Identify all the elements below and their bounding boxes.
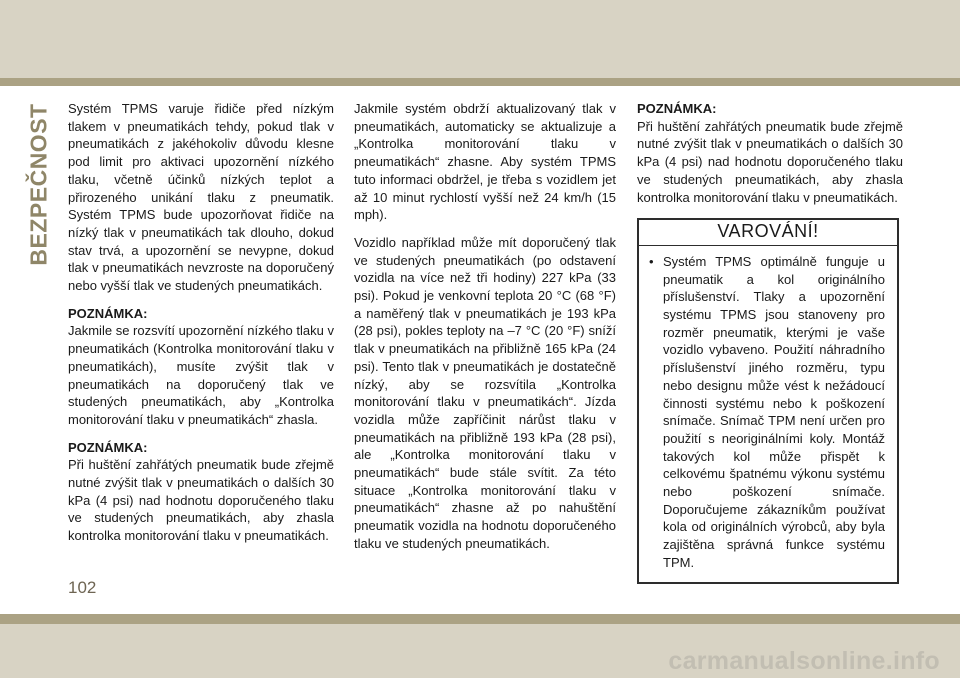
warning-text: Systém TPMS optimálně funguje u pneumatik a kol originálního příslušenství. Tlaky a upozornění systému TPMS jsou stanoveny pro rozměr pneumatik, kterými je vaše vozidlo vybaveno. Použití náhradního příslušenství jiného rozměru, typu nebo designu může vést k nežádoucí činnosti systému nebo k poškození snímače. Snímač TPM není určen pro použití s neoriginálními koly. Montáž takových kol může přispět k celkovému špatnému výkonu systému nebo poškození snímače. Doporučujeme zákazníkům používat kola od originálních výrobců, aby byla zajištěna správná funkce systému TPM. [663,253,885,570]
section-title: BEZPEČNOST [25,102,52,266]
column-1 [68,100,334,555]
warning-item [639,246,897,582]
footer-stripe [0,614,960,624]
paragraph: Jakmile systém obdrží aktualizovaný tlak v pneumatikách, automaticky se aktualizuje a „Kontrolka monitorování tlaku v pneumatikách“ zhasne. Aby systém TPMS tuto informaci obdržel, je třeba s vozidlem jet až 10 minut rychlostí vyšší než 24 km/h (15 mph). [354,101,616,223]
watermark: carmanualsonline.info [668,647,940,675]
bullet-icon: • [649,253,654,269]
note-heading: POZNÁMKA: [637,101,717,116]
paragraph: Při huštění zahřátých pneumatik bude zřejmě nutné zvýšit tlak v pneumatikách o dalších 30 kPa (4 psi) nad hodnotu doporučeného tlaku ve studených pneumatikách, aby zhasla kontrolka monitorování tlaku v pneumatikách. [68,457,334,544]
paragraph: Jakmile se rozsvítí upozornění nízkého tlaku v pneumatikách (Kontrolka monitorování tlaku v pneumatikách), musíte zvýšit tlak v pneumatikách na doporučený tlak ve studených pneumatikách, aby „Kontrolka monitorování tlaku v pneumatikách“ zhasla. [68,323,334,427]
header-stripe [0,78,960,86]
column-2 [354,100,616,563]
warning-box [637,218,899,583]
paragraph: Při huštění zahřátých pneumatik bude zřejmě nutné zvýšit tlak v pneumatikách o dalších 30 kPa (4 psi) nad hodnotu doporučeného tlaku ve studených pneumatikách, aby zhasla kontrolka monitorování tlaku v pneumatikách. [637,118,903,205]
header-band [0,0,960,86]
note-heading: POZNÁMKA: [68,439,148,455]
section-tab [27,100,51,268]
paragraph: Systém TPMS varuje řidiče před nízkým tlakem v pneumatikách tehdy, pokud tlak v pneumatikách z jakéhokoliv důvodu klesne pod limit pro aktivaci upozornění nízkého tlaku, včetně účinků nízkých teplot a přirozeného unikání tlaku z pneumatik. Systém TPMS bude upozorňovat řidiče na nízký tlak v pneumatikách tak dlouho, dokud stav trvá, a upozornění se nevypne, dokud tlak v pneumatikách nevzroste na doporučený nebo vyšší tlak ve studených pneumatikách. [68,101,334,294]
warning-title: VAROVÁNÍ! [639,220,897,246]
paragraph: Vozidlo například může mít doporučený tlak ve studených pneumatikách (po odstavení vozidla na více než tři hodiny) 227 kPa (33 psi). Pokud je venkovní teplota 20 °C (68 °F) a naměřený tlak v pneumatikách je 193 kPa (28 psi), pokles teploty na –7 °C (20 °F) sníží tlak v pneumatikách na přibližně 165 kPa (24 psi). Tento tlak v pneumatikách je dostatečně nízký, aby se rozsvítila „Kontrolka monitorování tlaku v pneumatikách“. Jízda vozidla může zapříčinit nárůst tlaku v pneumatikách na přibližně 193 kPa (28 psi), ale „Kontrolka monitorování tlaku v pneumatikách“ bude stále svítit. Za této situace „Kontrolka monitorování tlaku v pneumatikách“ zhasne až po nahuštění pneumatik vozidla na hodnotu doporučeného tlaku ve studených pneumatikách. [354,234,616,551]
note-heading: POZNÁMKA: [68,305,148,321]
column-3 [637,100,903,584]
page-number: 102 [68,578,97,597]
